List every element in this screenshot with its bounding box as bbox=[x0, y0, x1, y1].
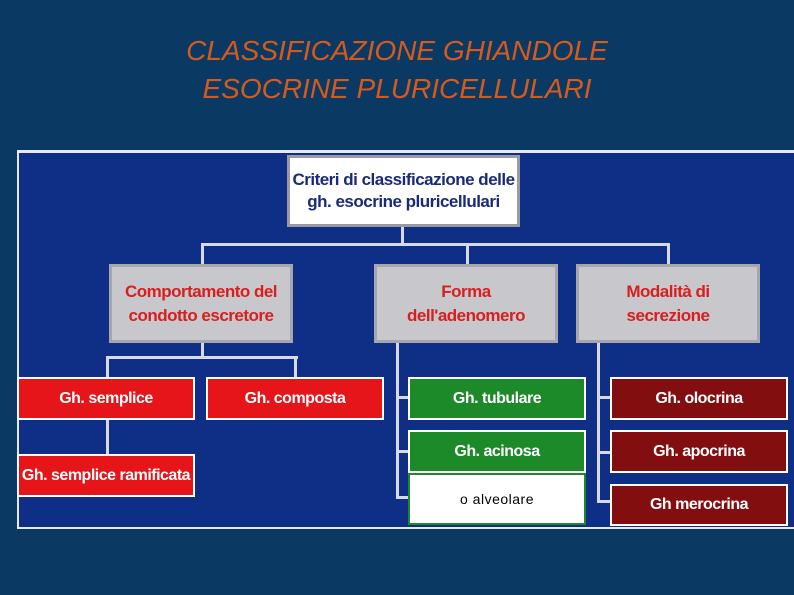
leaf-gh-composta: Gh. composta bbox=[206, 377, 384, 420]
leaf-o-alveolare: o alveolare bbox=[408, 473, 586, 525]
slide-title-line-2: ESOCRINE PLURICELLULARI bbox=[202, 73, 592, 104]
connector-composta-down bbox=[294, 356, 297, 378]
connector-cat3-down bbox=[667, 243, 670, 264]
leaf-gh-tubulare: Gh. tubulare bbox=[408, 377, 586, 420]
root-label-line-2: gh. esocrine pluricellulari bbox=[307, 192, 500, 211]
connector-semplice-down bbox=[106, 356, 109, 378]
connector-cat1-horizontal bbox=[106, 356, 298, 359]
connector-ramificata-down bbox=[106, 419, 109, 455]
category-forma-box bbox=[374, 264, 558, 343]
category-condotto-line-2: condotto escretore bbox=[128, 305, 274, 325]
category-condotto-line-1: Comportamento del bbox=[124, 281, 278, 301]
leaf-gh-acinosa: Gh. acinosa bbox=[408, 430, 586, 473]
connector-merocrina-branch bbox=[597, 500, 611, 503]
connector-top-horizontal bbox=[201, 243, 670, 246]
leaf-gh-olocrina: Gh. olocrina bbox=[610, 377, 788, 420]
category-condotto-box bbox=[109, 264, 293, 343]
connector-secrezione-stem bbox=[597, 342, 600, 502]
root-label-line-1: Criteri di classificazione delle bbox=[292, 170, 515, 189]
category-forma-line-1: Forma bbox=[441, 281, 491, 301]
leaf-gh-merocrina: Gh merocrina bbox=[610, 484, 788, 526]
category-forma-line-2: dell'adenomero bbox=[407, 305, 525, 325]
leaf-gh-apocrina: Gh. apocrina bbox=[610, 430, 788, 473]
category-secrezione-line-1: Modalità di bbox=[626, 281, 710, 301]
connector-apocrina-branch bbox=[597, 451, 611, 454]
connector-olocrina-branch bbox=[597, 396, 611, 399]
connector-cat2-down bbox=[466, 243, 469, 264]
connector-forma-stem bbox=[396, 342, 399, 497]
leaf-gh-semplice-ramificata: Gh. semplice ramificata bbox=[17, 454, 195, 497]
connector-cat1-down bbox=[201, 243, 204, 264]
slide-title-line-1: CLASSIFICAZIONE GHIANDOLE bbox=[186, 35, 608, 66]
category-secrezione-line-2: secrezione bbox=[626, 305, 710, 325]
leaf-gh-semplice: Gh. semplice bbox=[17, 377, 195, 420]
category-secrezione-box bbox=[576, 264, 760, 343]
root-criteria-box bbox=[287, 155, 520, 227]
